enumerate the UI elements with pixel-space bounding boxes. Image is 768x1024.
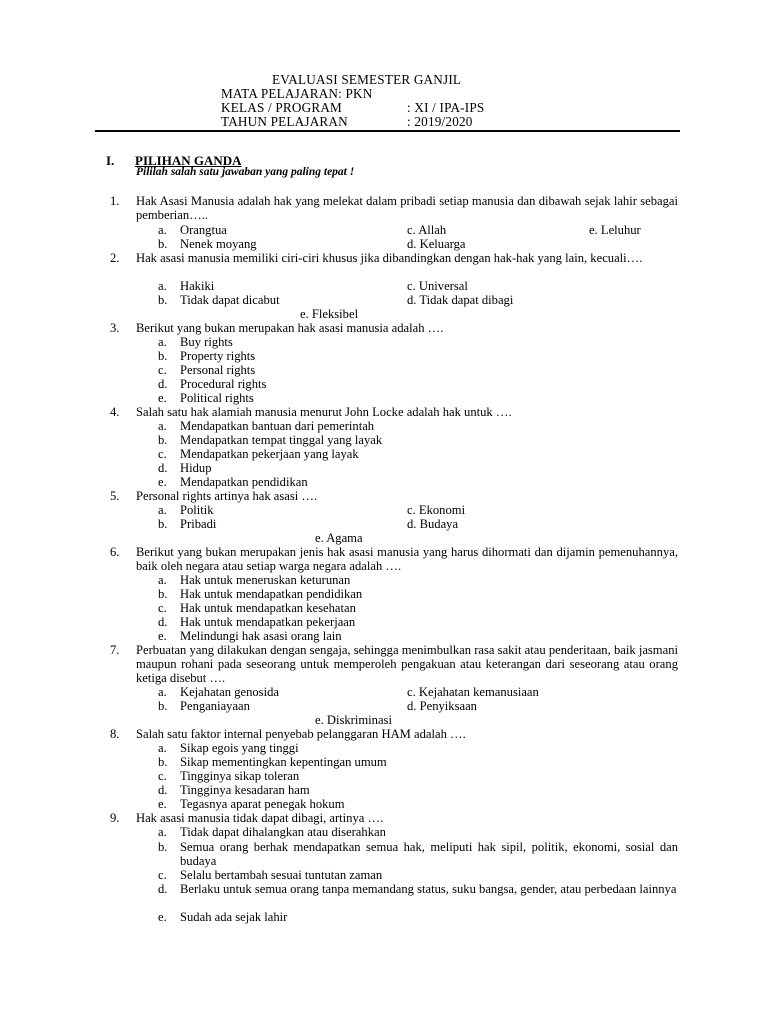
header-divider [95,130,680,132]
option-a: a. Sikap egois yang tinggi [158,741,299,755]
option-e: e. Sudah ada sejak lahir [158,910,288,924]
option-c: c. Ekonomi [407,503,466,517]
subject-line: MATA PELAJARAN: PKN [221,86,373,101]
question-number: 6. [110,545,120,559]
option-d: d. Berlaku untuk semua orang tanpa memandang status, suku bangsa, gender, atau perbedaan lainnya [158,882,677,896]
option-c: c. Allah [407,223,447,237]
question-number: 3. [110,321,120,335]
question-number: 7. [110,643,120,657]
option-c: c. Selalu bertambah sesuai tuntutan zaman [158,868,383,882]
question-number: 8. [110,727,120,741]
question-number: 5. [110,489,120,503]
option-a: a. Tidak dapat dihalangkan atau diserahkan [158,825,386,839]
option-d: d. Penyiksaan [407,699,477,713]
section-instruction: Pililah salah satu jawaban yang paling tepat ! [136,166,355,178]
option-d: d. Budaya [407,517,459,531]
option-e: e. Tegasnya aparat penegak hokum [158,797,345,811]
question-number: 9. [110,811,120,825]
option-b: b. Pribadi [158,517,217,531]
option-a: a. Hak untuk meneruskan keturunan [158,573,351,587]
option-d: d. Procedural rights [158,377,267,391]
option-e: e. Diskriminasi [315,713,392,727]
question-stem: Perbuatan yang dilakukan dengan sengaja, sehingga menimbulkan rasa sakit atau penderitaan, baik jasmani maupun rohani pada seseorang untuk memperoleh pengakuan atau keterangan dari seseorang atau orang ketiga disebut …. [136,643,678,685]
option-b: b. Hak untuk mendapatkan pendidikan [158,587,363,601]
option-a: a. Hakiki [158,279,215,293]
section-heading [106,153,242,169]
option-b: b. Property rights [158,349,256,363]
year-value: : 2019/2020 [407,114,473,129]
section-number: I. [106,153,115,168]
class-label: KELAS / PROGRAM [221,100,342,115]
question-stem: Salah satu faktor internal penyebab pelanggaran HAM adalah …. [136,727,466,741]
question-number: 2. [110,251,120,265]
option-e: e. Political rights [158,391,254,405]
question-stem: Salah satu hak alamiah manusia menurut John Locke adalah hak untuk …. [136,405,512,419]
question-number: 4. [110,405,120,419]
option-b: b. Semua orang berhak mendapatkan semua hak, meliputi hak sipil, politik, ekonomi, sosial dan budaya [158,840,678,868]
option-c: c. Hak untuk mendapatkan kesehatan [158,601,356,615]
option-c: c. Mendapatkan pekerjaan yang layak [158,447,359,461]
option-a: a. Buy rights [158,335,233,349]
option-d: d. Tingginya kesadaran ham [158,783,310,797]
option-b: b. Mendapatkan tempat tinggal yang layak [158,433,383,447]
option-c: c. Universal [407,279,468,293]
option-d: d. Keluarga [407,237,466,251]
option-d: d. Tidak dapat dibagi [407,293,514,307]
option-d: d. Hidup [158,461,212,475]
option-a: a. Orangtua [158,223,227,237]
year-line [221,114,473,130]
year-label: TAHUN PELAJARAN [221,114,348,129]
option-b: b. Tidak dapat dicabut [158,293,280,307]
exam-title: EVALUASI SEMESTER GANJIL [272,72,462,87]
question-stem: Hak asasi manusia tidak dapat dibagi, artinya …. [136,811,384,825]
question-stem: Hak Asasi Manusia adalah hak yang melekat dalam pribadi setiap manusia dan dibawah sejak lahir sebagai pemberian….. [136,194,678,222]
option-d: d. Hak untuk mendapatkan pekerjaan [158,615,356,629]
option-a: a. Politik [158,503,214,517]
option-b: b. Penganiayaan [158,699,250,713]
question-stem: Berikut yang bukan merupakan jenis hak asasi manusia yang harus dihormati dan dijamin pemenuhannya, baik oleh negara atau setiap warga negara adalah …. [136,545,678,573]
section-title: PILIHAN GANDA [135,153,242,168]
option-e: e. Leluhur [589,223,641,237]
class-value: : XI / IPA-IPS [407,100,485,115]
option-b: b. Sikap mementingkan kepentingan umum [158,755,387,769]
option-e: e. Fleksibel [300,307,359,321]
question-stem: Berikut yang bukan merupakan hak asasi manusia adalah …. [136,321,444,335]
option-e: e. Melindungi hak asasi orang lain [158,629,342,643]
option-c: c. Kejahatan kemanusiaan [407,685,539,699]
question-stem: Hak asasi manusia memiliki ciri-ciri khusus jika dibandingkan dengan hak-hak yang lain, kecuali…. [136,251,643,265]
option-a: a. Kejahatan genosida [158,685,279,699]
option-c: c. Tingginya sikap toleran [158,769,300,783]
option-a: a. Mendapatkan bantuan dari pemerintah [158,419,375,433]
question-stem: Personal rights artinya hak asasi …. [136,489,318,503]
option-c: c. Personal rights [158,363,256,377]
question-number: 1. [110,194,120,208]
option-b: b. Nenek moyang [158,237,257,251]
option-e: e. Mendapatkan pendidikan [158,475,308,489]
option-e: e. Agama [315,531,363,545]
